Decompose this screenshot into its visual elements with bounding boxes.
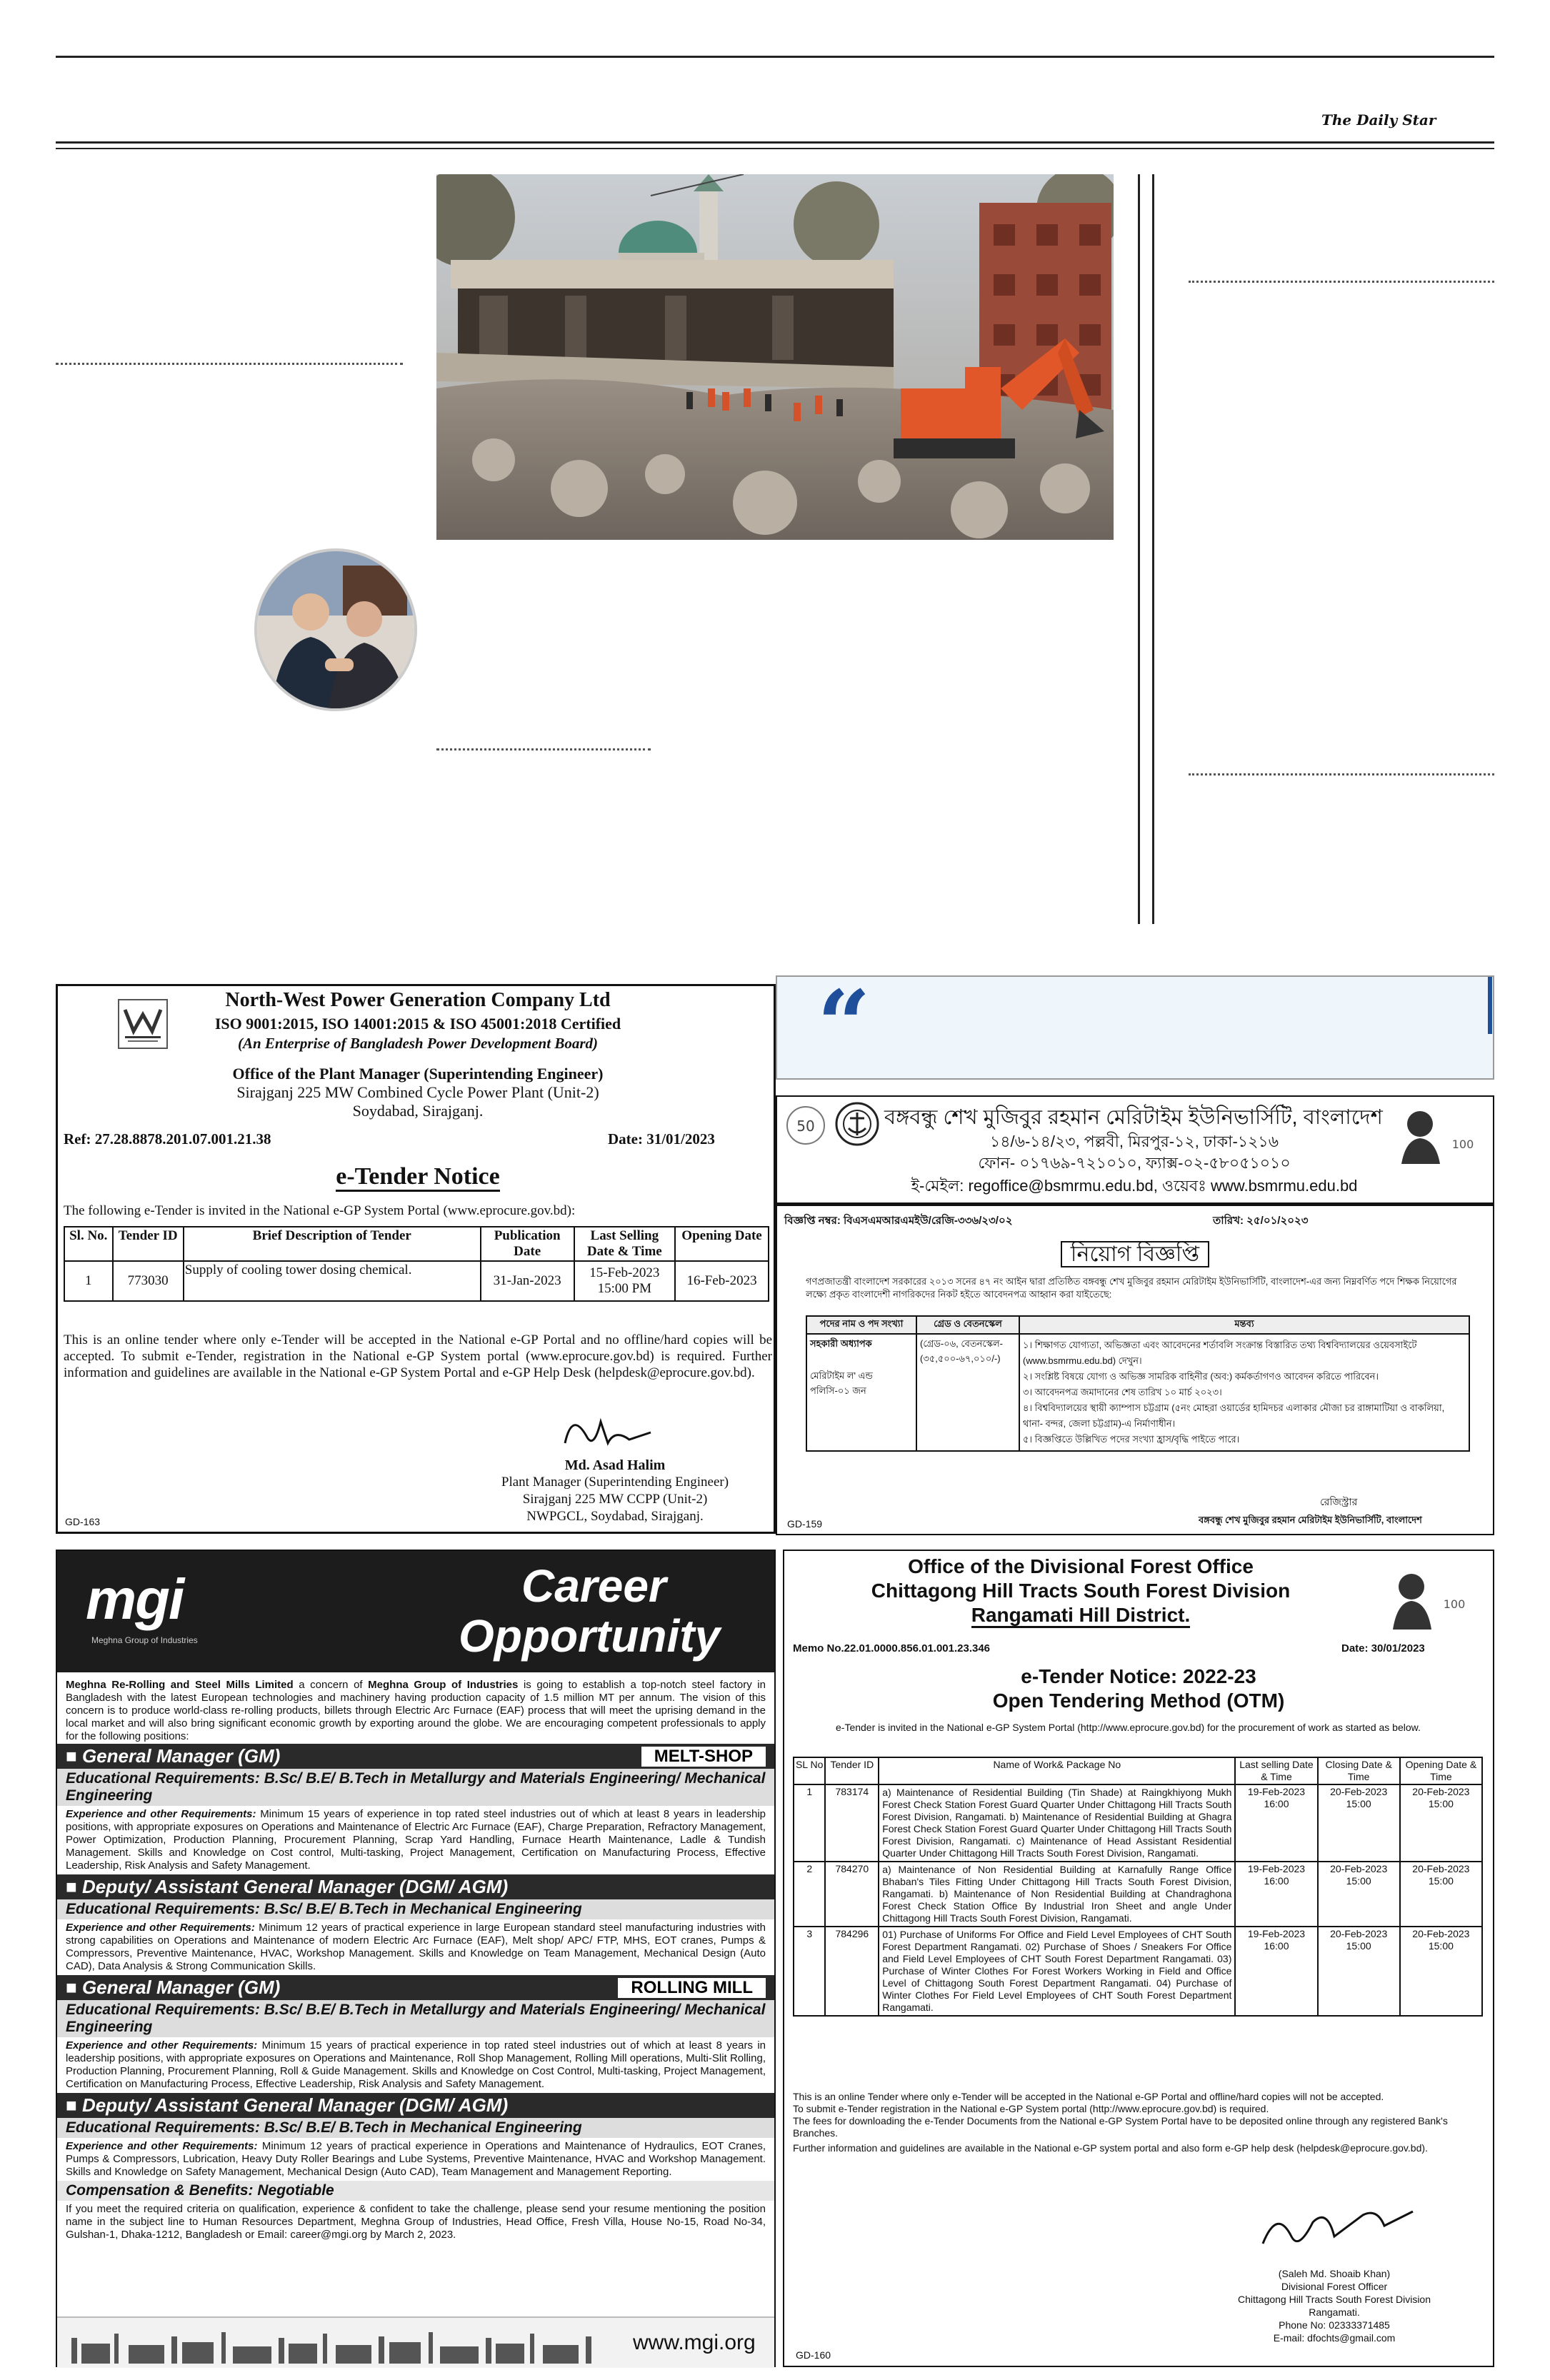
nwpgcl-sign-loc: NWPGCL, Soydabad, Sirajganj. bbox=[526, 1509, 704, 1524]
forest-date: Date: 30/01/2023 bbox=[1341, 1642, 1425, 1655]
nwpgcl-title bbox=[58, 1163, 778, 1190]
position-title-text: General Manager (GM) bbox=[81, 1977, 281, 1998]
bsmrmu-dept: মেরিটাইম ল' এন্ড পলিসি-০১ জন bbox=[810, 1370, 873, 1396]
table-cell: 20-Feb-2023 15:00 bbox=[1318, 1862, 1400, 1927]
nwpgcl-sign-plant: Sirajganj 225 MW CCPP (Unit-2) bbox=[522, 1492, 708, 1507]
table-header: Publication Date bbox=[481, 1227, 574, 1261]
forest-portrait bbox=[1383, 1565, 1476, 1630]
nwpgcl-ref: Ref: 27.28.8878.201.07.001.21.38 bbox=[64, 1130, 271, 1148]
mgi-position-gm-melt bbox=[57, 1744, 774, 1769]
forest-notes bbox=[793, 2091, 1483, 2154]
mgi-exp-label: Experience and other Requirements: bbox=[66, 2039, 258, 2052]
table-row bbox=[64, 1261, 769, 1301]
forest-division: Chittagong Hill Tracts South Forest Division bbox=[871, 1580, 1291, 1602]
table-cell: 01) Purchase of Uniforms For Office and Field Level Employees of CHT South Forest Department Rangamati. 02) Purchase of Shoes / Sneakers For Office and Field Level Employees of CHT South Forest Department Rangamati. 03) Purchase of Winter Clothes For Forest Workers Working in Field and Office Level of Chittagong South Forest Department Rangamati. 04) Purchase of Winter Clothes For Field Level Employees of CHT South Forest Department Rangamati. bbox=[879, 1927, 1235, 2016]
mgi-edu: Educational Requirements: B.Sc/ B.E/ B.Tech in Mechanical Engineering bbox=[57, 2118, 774, 2138]
forest-note: To submit e-Tender registration in the National e-GP System portal (http://www.eprocure.gov.bd) is required. bbox=[793, 2103, 1269, 2114]
bsmrmu-registrar-org: বঙ্গবন্ধু শেখ মুজিবুর রহমান মেরিটাইম ইউনিভার্সিটি, বাংলাদেশ bbox=[1199, 1515, 1422, 1525]
table-cell: 3 bbox=[794, 1927, 825, 2016]
nwpgcl-signature bbox=[558, 1407, 658, 1457]
mgi-header bbox=[57, 1551, 774, 1672]
quote-box bbox=[776, 970, 1494, 1080]
nwpgcl-plant: Sirajganj 225 MW Combined Cycle Power Plant (Unit-2) bbox=[236, 1083, 599, 1101]
table-row bbox=[794, 1862, 1482, 1927]
rubble-photo bbox=[436, 174, 1114, 540]
forest-email[interactable]: E-mail: dfochts@gmail.com bbox=[1273, 2332, 1396, 2344]
table-cell: 19-Feb-2023 16:00 bbox=[1235, 1927, 1317, 2016]
signature-mark bbox=[558, 1407, 658, 1457]
nwpgcl-sign-title: Plant Manager (Superintending Engineer) bbox=[501, 1475, 729, 1490]
forest-note: The fees for downloading the e-Tender Documents from the National e-GP System Portal have to be deposited online through any registered Bank's Branches. bbox=[793, 2115, 1448, 2139]
bsmrmu-phone: ফোন- ০১৭৬৯-৭২১০১০, ফ্যাক্স-০২-৫৮০৫১০১০ bbox=[978, 1154, 1291, 1172]
table-header: Brief Description of Tender bbox=[184, 1227, 481, 1261]
table-header: Last Selling Date & Time bbox=[574, 1227, 675, 1261]
mgi-exp-text: Minimum 15 years of experience in top rated steel industries out of which at least 8 years in leadership positions, with appropriate exposures on Operations and Maintenance of Electric Arc Furnace (EAF), Charge Preparation, Refractory Management, Power Optimization, Production Planning, Procurement Planning, Scrap Yard Handling, Furnace Hearth Maintenance, Ladle & Tundish Management. Skills and Knowledge on Cost control, Multi-tasking, Project Management, Certification on Manufacturing Process, Effective Leadership, Risk Analysis and Safety Management. bbox=[66, 1808, 766, 1872]
bsmrmu-note: ৪। বিশ্ববিদ্যালয়ের স্থায়ী ক্যাম্পাস চট্টগ্রাম (৫নং মোহরা ওয়ার্ডের হামিদচর এলাকার মৌজা চর রাঙ্গামাটিয়া ও বাকলিয়া, থানা- বন্দর, জেলা চট্টগ্রাম)-এ নির্মাণাধীন। bbox=[1023, 1402, 1445, 1429]
nwpgcl-tender-ad bbox=[56, 984, 776, 1534]
nwpgcl-date: Date: 31/01/2023 bbox=[608, 1130, 715, 1148]
table-cell: 20-Feb-2023 15:00 bbox=[1318, 1927, 1400, 2016]
nwpgcl-office: Office of the Plant Manager (Superintending Engineer) bbox=[232, 1065, 604, 1083]
col-vertical-rule-1 bbox=[1138, 174, 1140, 924]
table-header: গ্রেড ও বেতনস্কেল bbox=[916, 1316, 1019, 1334]
nwpgcl-sign-name: Md. Asad Halim bbox=[564, 1457, 666, 1473]
forest-district: Rangamati Hill District. bbox=[971, 1604, 1191, 1628]
table-header: SL No bbox=[794, 1757, 825, 1784]
table-header-row bbox=[64, 1227, 769, 1261]
quote-accent-bar bbox=[1488, 977, 1492, 1034]
table-row bbox=[806, 1334, 1469, 1451]
masthead-rule-1 bbox=[56, 141, 1494, 144]
forest-sign-loc: Rangamati. bbox=[1309, 2306, 1360, 2318]
forest-note: Further information and guidelines are available in the National e-GP system portal and also form e-GP help desk (helpdesk@eprocure.gov.bd). bbox=[793, 2142, 1428, 2154]
table-cell: 19-Feb-2023 16:00 bbox=[1235, 1784, 1317, 1862]
nwpgcl-company: North-West Power Generation Company Ltd bbox=[225, 989, 611, 1011]
gd-code: GD-159 bbox=[787, 1518, 823, 1530]
bsmrmu-header-rule bbox=[777, 1202, 1493, 1206]
table-cell: 1 bbox=[64, 1261, 113, 1301]
mgi-logo: mgi bbox=[86, 1567, 184, 1631]
mgi-web[interactable]: www.mgi.org bbox=[633, 2331, 756, 2354]
mgi-footer bbox=[57, 2316, 774, 2368]
bsmrmu-date: তারিখ: ২৫/০১/২০২৩ bbox=[1213, 1215, 1309, 1227]
gd-code: GD-163 bbox=[65, 1516, 101, 1527]
table-header: মন্তব্য bbox=[1019, 1316, 1469, 1334]
rubble-photo-image bbox=[436, 174, 1114, 540]
nwpgcl-intro: The following e-Tender is invited in the National e-GP System Portal (www.eprocure.gov.bd): bbox=[64, 1203, 576, 1218]
position-tag: MELT-SHOP bbox=[641, 1747, 766, 1767]
bsmrmu-memo: বিজ্ঞপ্তি নম্বর: বিএসএমআরএমইউ/রেজি-৩৩৬/২৩/০২ bbox=[784, 1215, 1013, 1227]
portrait-logo-icon bbox=[1391, 1100, 1484, 1164]
nwpgcl-title-text: e-Tender Notice bbox=[336, 1163, 499, 1192]
table-header: Sl. No. bbox=[64, 1227, 113, 1261]
forest-memo: Memo No.22.01.0000.856.01.001.23.346 bbox=[793, 1642, 991, 1655]
bsmrmu-note: ২। সংশ্লিষ্ট বিষয়ে যোগ্য ও অভিজ্ঞ সামরিক বাহিনীর (অব:) কর্মকর্তাগণও আবেদন করিতে পারিবেন। bbox=[1023, 1371, 1379, 1382]
inset-photo-image bbox=[257, 551, 414, 708]
factory-skyline-icon bbox=[64, 2324, 621, 2364]
table-cell: 20-Feb-2023 15:00 bbox=[1400, 1927, 1482, 2016]
bsmrmu-title-text: নিয়োগ বিজ্ঞপ্তি bbox=[1061, 1241, 1209, 1267]
table-header-row bbox=[806, 1316, 1469, 1334]
forest-phone: Phone No: 02333371485 bbox=[1279, 2319, 1390, 2331]
bsmrmu-emblem-left bbox=[784, 1104, 827, 1147]
mgi-exp-text: Minimum 12 years of practical experience in Operations and Maintenance of Hydraulics, EOT Cranes, Pumps & Compressors, Lubrication, Heavy Duty Roller Bearings and Lube Systems, Preventive Maintenance, HVAC and Workshop Management. Skills and Knowledge on Safety Management, Mechanical Design (Auto CAD), Team Management and Management Reporting. bbox=[66, 2140, 766, 2178]
masthead-rule-2 bbox=[56, 148, 1494, 149]
table-header: Opening Date & Time bbox=[1400, 1757, 1482, 1784]
table-cell: (গ্রেড-০৬, বেতনস্কেল- (৩৫,৫০০-৬৭,০১০/-) bbox=[916, 1334, 1019, 1451]
university-crest-icon bbox=[834, 1101, 880, 1147]
forest-district-wrap bbox=[784, 1604, 1377, 1627]
forest-note: This is an online Tender where only e-Tender will be accepted in the National e-GP Portal and offline/hard copies will not be accepted. bbox=[793, 2091, 1384, 2102]
table-cell: Supply of cooling tower dosing chemical. bbox=[184, 1261, 481, 1301]
table-cell: a) Maintenance of Non Residential Building at Karnafully Range Office Bhaban's Tiles Fitting Under Chittagong Hill Tracts South Forest Division, Rangamati. b) Maintenance of Non Residential Building at Chandraghona Forest Check Station Office By Industrial Iron Sheet and angle Under Chittagong Hill Tracts South Forest Division, Rangamati. bbox=[879, 1862, 1235, 1927]
mgi-exp bbox=[57, 1919, 774, 1975]
bsmrmu-address: ১৪/৬-১৪/২৩, পল্লবী, মিরপুর-১২, ঢাকা-১২১৬ bbox=[990, 1133, 1279, 1150]
mgi-exp bbox=[57, 2138, 774, 2181]
table-cell: 784296 bbox=[825, 1927, 879, 2016]
bsmrmu-email: ই-মেইল: regoffice@bsmrmu.edu.bd, ওয়েবঃ www.bsmrmu.edu.bd bbox=[911, 1177, 1358, 1195]
table-cell: 2 bbox=[794, 1862, 825, 1927]
mgi-exp-label: Experience and other Requirements: bbox=[66, 2140, 258, 2152]
mgi-edu: Educational Requirements: B.Sc/ B.E/ B.Tech in Mechanical Engineering bbox=[57, 1899, 774, 1919]
forest-tender-notice bbox=[783, 1550, 1494, 2367]
table-header: Last selling Date & Time bbox=[1235, 1757, 1317, 1784]
mgi-positions bbox=[57, 1744, 774, 2244]
mgi-edu: Educational Requirements: B.Sc/ B.E/ B.Tech in Metallurgy and Materials Engineering/ Mechanical Engineering bbox=[57, 2000, 774, 2037]
mgi-intro-company: Meghna Re-Rolling and Steel Mills Limited bbox=[66, 1679, 294, 1691]
table-row bbox=[794, 1927, 1482, 2016]
bsmrmu-title bbox=[777, 1237, 1493, 1273]
mgi-intro-group: Meghna Group of Industries bbox=[368, 1679, 519, 1691]
forest-title-1: e-Tender Notice: 2022-23 bbox=[1021, 1665, 1256, 1687]
mgi-career-2: Opportunity bbox=[459, 1610, 721, 1662]
nwpgcl-iso: ISO 9001:2015, ISO 14001:2015 & ISO 45001:2018 Certified bbox=[214, 1015, 621, 1033]
right-col-divider-2 bbox=[1189, 773, 1494, 775]
table-row bbox=[794, 1784, 1482, 1862]
table-cell: 784270 bbox=[825, 1862, 879, 1927]
quote-mark: “ bbox=[817, 970, 871, 1079]
position-title: ■ General Manager (GM) bbox=[66, 1977, 281, 1998]
table-cell: 20-Feb-2023 15:00 bbox=[1318, 1784, 1400, 1862]
bsmrmu-registrar: রেজিস্ট্রার bbox=[1320, 1496, 1358, 1507]
position-title-text: General Manager (GM) bbox=[81, 1745, 281, 1767]
bsmrmu-portrait bbox=[1391, 1100, 1484, 1164]
forest-sign-name: (Saleh Md. Shoaib Khan) bbox=[1278, 2268, 1391, 2279]
portrait-logo-icon bbox=[1383, 1565, 1476, 1630]
svg-text:100: 100 bbox=[1451, 1138, 1474, 1151]
position-title-text: Deputy/ Assistant General Manager (DGM/ AGM) bbox=[81, 2094, 509, 2116]
position-title-text: Deputy/ Assistant General Manager (DGM/ AGM) bbox=[81, 1876, 509, 1897]
mgi-edu: Educational Requirements: B.Sc/ B.E/ B.Tech in Metallurgy and Materials Engineering/ Mechanical Engineering bbox=[57, 1769, 774, 1806]
forest-table bbox=[793, 1757, 1483, 2017]
table-cell: 773030 bbox=[113, 1261, 184, 1301]
signature-mark bbox=[1256, 2194, 1420, 2258]
nwpgcl-location: Soydabad, Sirajganj. bbox=[352, 1102, 484, 1120]
table-header: Tender ID bbox=[113, 1227, 184, 1261]
bsmrmu-note: ৫। বিজ্ঞপ্তিতে উল্লিখিত পদের সংখ্যা হ্রাস/বৃদ্ধি পাইতে পারে। bbox=[1023, 1434, 1240, 1445]
forest-title-2: Open Tendering Method (OTM) bbox=[992, 1689, 1285, 1712]
forest-signature bbox=[1256, 2194, 1420, 2258]
mujib-100-icon bbox=[784, 1104, 827, 1147]
bsmrmu-post: সহকারী অধ্যাপক bbox=[810, 1338, 872, 1349]
mgi-exp-label: Experience and other Requirements: bbox=[66, 1808, 256, 1820]
bsmrmu-note: ৩। আবেদনপত্র জমাদানের শেষ তারিখ ১০ মার্চ ২০২৩। bbox=[1023, 1387, 1222, 1397]
table-header: Closing Date & Time bbox=[1318, 1757, 1400, 1784]
table-cell bbox=[1019, 1334, 1469, 1451]
mgi-intro-text: is going to establish a top-notch steel factory in Bangladesh with the latest European technologies and machinery having production capacity of 1.5 million MT per annum. The vision of this concern is to produce world-class re-rolling products, billets through Electric Arc Furnace (EAF) process that will meet the uprising demand in the local market and will also bring significant economic growth by exporting around the globe. We are encouraging competent professionals to apply for the following positions: bbox=[66, 1679, 766, 1742]
table-cell: 20-Feb-2023 15:00 bbox=[1400, 1862, 1482, 1927]
position-title: ■ Deputy/ Assistant General Manager (DGM/ AGM) bbox=[66, 1876, 509, 1897]
table-cell: 20-Feb-2023 15:00 bbox=[1400, 1784, 1482, 1862]
mgi-compensation: Compensation & Benefits: Negotiable bbox=[57, 2181, 774, 2201]
table-cell: 16-Feb-2023 bbox=[675, 1261, 769, 1301]
gd-code: GD-160 bbox=[796, 2349, 831, 2361]
mgi-exp bbox=[57, 2037, 774, 2093]
bsmrmu-note: ১। শিক্ষাগত যোগ্যতা, অভিজ্ঞতা এবং আবেদনের শর্তাবলি সংক্রান্ত বিস্তারিত তথ্য বিশ্ববিদ্যালয়ের ওয়েবসাইটে (www.bsmrmu.edu.bd) দেখুন। bbox=[1023, 1340, 1417, 1366]
svg-text:100: 100 bbox=[1443, 1597, 1466, 1611]
mgi-apply: If you meet the required criteria on qualification, experience & confident to take the challenge, please send your resume mentioning the position name in the subject line to Human Resources Department, Meghna Group of Industries, Head Office, Fresh Villa, House No-15, Road No-34, Gulshan-1, Dhaka-1212, Bangladesh or Email: career@mgi.org by March 2, 2023. bbox=[66, 2203, 766, 2241]
forest-intro: e-Tender is invited in the National e-GP System Portal (http://www.eprocure.gov.bd) for the procurement of work as started as below. bbox=[836, 1722, 1421, 1733]
mgi-exp-label: Experience and other Requirements: bbox=[66, 1922, 255, 1934]
position-tag: ROLLING MILL bbox=[618, 1978, 766, 1998]
mgi-intro-mid: a concern of bbox=[293, 1679, 369, 1691]
bsmrmu-name: বঙ্গবন্ধু শেখ মুজিবুর রহমান মেরিটাইম ইউনিভার্সিটি, বাংলাদেশ bbox=[884, 1106, 1383, 1129]
bsmrmu-notice bbox=[776, 1095, 1494, 1535]
nwpgcl-table bbox=[64, 1226, 769, 1302]
left-col-divider bbox=[56, 363, 403, 365]
mgi-exp bbox=[57, 1806, 774, 1874]
table-header-row bbox=[794, 1757, 1482, 1784]
bsmrmu-intro: গণপ্রজাতন্ত্রী বাংলাদেশ সরকারের ২০১৩ সনের ৪৭ নং আইন দ্বারা প্রতিষ্ঠিত বঙ্গবন্ধু শেখ মুজিবুর রহমান মেরিটাইম ইউনিভার্সিটি, বাংলাদেশ-এর জন্য নিম্নবর্ণিত পদে শিক্ষক নিয়োগের লক্ষ্যে প্রকৃত বাংলাদেশী নাগরিকদের নিকট হইতে আবেদনপত্র আহ্বান করা যাইতেছে: bbox=[806, 1276, 1457, 1300]
mgi-intro bbox=[57, 1677, 774, 1745]
right-col-divider-1 bbox=[1189, 281, 1494, 283]
mgi-career-1: Career bbox=[521, 1560, 666, 1612]
table-cell: 783174 bbox=[825, 1784, 879, 1862]
table-header: Tender ID bbox=[825, 1757, 879, 1784]
table-header: Opening Date bbox=[675, 1227, 769, 1261]
svg-text:50: 50 bbox=[796, 1118, 815, 1135]
center-col-divider bbox=[436, 748, 651, 750]
nwpgcl-enterprise: (An Enterprise of Bangladesh Power Development Board) bbox=[237, 1035, 598, 1052]
mgi-exp-text: Minimum 15 years of practical experience in top rated steel industries out of which at least 8 years in leadership positions, with appropriate exposures on Operations and Maintenance, Roll Shop Management, Rolling Mill operations, Multi-Slit Rolling, Production Planning, Procurement Planning, Roll & Guide Management. Skills and Knowledge on Cost Control, Multi-tasking, Project Management, Certification on Manufacturing Process, Effective Leadership, Risk Analysis and Safety Management. bbox=[66, 2039, 766, 2090]
table-cell: 19-Feb-2023 16:00 bbox=[1235, 1862, 1317, 1927]
forest-office: Office of the Divisional Forest Office bbox=[908, 1555, 1254, 1577]
masthead-logo: The Daily Star bbox=[1321, 111, 1436, 129]
table-cell: 15-Feb-2023 15:00 PM bbox=[574, 1261, 675, 1301]
nwpgcl-body: This is an online tender where only e-Tender will be accepted in the National e-GP Portal and no offline/hard copies will be accepted. To submit e-Tender, registration in the National e-GP System portal (www.eprocure.gov.bd) is required. Further information and guidelines are available in the National e-GP System Portal and e-GP Help Desk (helpdesk@eprocure.gov.bd). bbox=[64, 1332, 772, 1380]
forest-sign-title: Divisional Forest Officer bbox=[1281, 2281, 1388, 2292]
table-header: Name of Work& Package No bbox=[879, 1757, 1235, 1784]
bsmrmu-crest bbox=[834, 1101, 880, 1147]
top-rule bbox=[56, 56, 1494, 58]
table-cell: 1 bbox=[794, 1784, 825, 1862]
mgi-career-ad bbox=[56, 1550, 776, 2367]
inset-photo bbox=[254, 548, 417, 711]
mgi-position-dgm-rolling bbox=[57, 2093, 774, 2118]
table-cell bbox=[806, 1334, 916, 1451]
mgi-exp-text: Minimum 12 years of practical experience in large European standard steel manufacturing industries with strong capabilities on Operations and Maintenance of modern Electric Arc Furnace (EAF), Melt shop/ APC/ FTP, MHS, EOT cranes, Pumps & Compressors, Preventive Maintenance, HVAC, Workshop Management. Skills and Knowledge on Team Management, Mechanical Design (Auto CAD), Data Analysis & Strong Communication Skills. bbox=[66, 1922, 766, 1972]
mgi-logo-sub: Meghna Group of Industries bbox=[91, 1635, 198, 1645]
forest-sign-div: Chittagong Hill Tracts South Forest Division bbox=[1238, 2294, 1431, 2305]
position-title: ■ Deputy/ Assistant General Manager (DGM/ AGM) bbox=[66, 2094, 509, 2116]
bsmrmu-table bbox=[806, 1315, 1470, 1452]
position-title: ■ General Manager (GM) bbox=[66, 1745, 281, 1767]
col-vertical-rule-2 bbox=[1152, 174, 1154, 924]
table-cell: a) Maintenance of Residential Building (Tin Shade) at Raingkhiyong Mukh Forest Check Station Forest Guard Quarter Under Chittagong Hill Tracts South Forest Division, Rangamati. b) Maintenance of Residential Building at Ghagra Forest Check Station Forest Guard Quarter Under Chittagong Hill Tracts South Forest Division, Rangamati. c) Maintenance of Head Assistant Residential Quarter Under Chittagong Hill Tracts South Forest Division, Rangamati. bbox=[879, 1784, 1235, 1862]
mgi-position-gm-rolling bbox=[57, 1975, 774, 2000]
table-header: পদের নাম ও পদ সংখ্যা bbox=[806, 1316, 916, 1334]
table-cell: 31-Jan-2023 bbox=[481, 1261, 574, 1301]
mgi-position-dgm-melt bbox=[57, 1874, 774, 1899]
